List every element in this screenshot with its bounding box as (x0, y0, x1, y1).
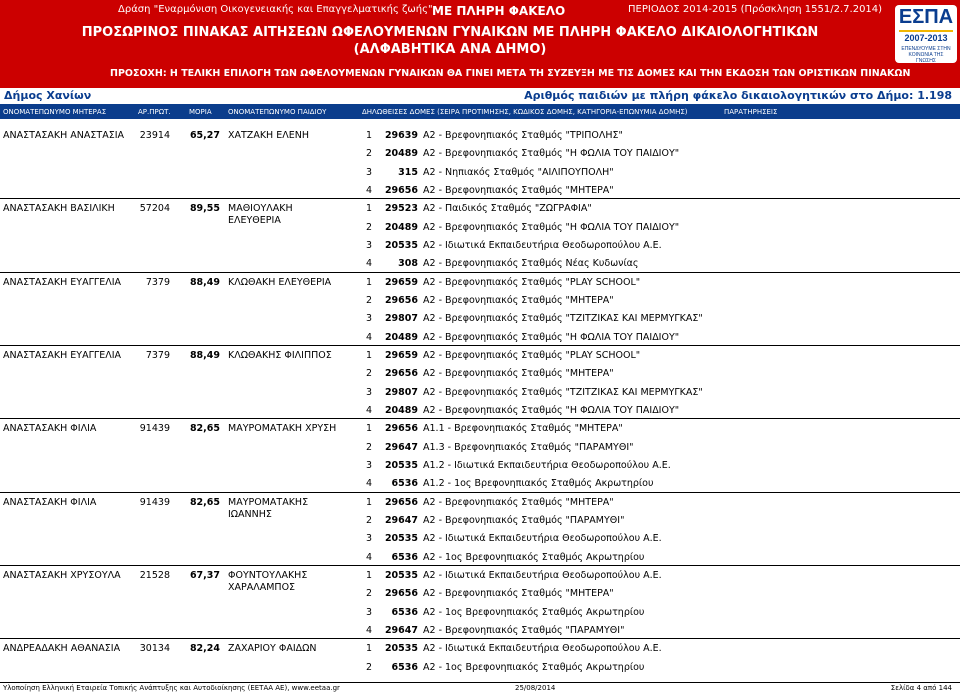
structure-name: Α2 - Βρεφονηπιακός Σταθμός "ΜΗΤΕΡΑ" (423, 294, 614, 306)
score-value: 67,37 (189, 569, 220, 581)
structure-code: 29656 (384, 368, 418, 380)
structure-name: Α2 - 1ος Βρεφονηπιακός Σταθμός Ακρωτηρίου (423, 661, 645, 673)
child-name: ΦΟΥΝΤΟΥΛΑΚΗΣ ΧΑΡΑΛΑΜΠΟΣ (228, 569, 308, 593)
program-label: Δράση "Εναρμόνιση Οικογενειακής και Επαγγελματικής ζωής" (118, 4, 433, 15)
group-divider (0, 492, 960, 493)
structure-name: Α2 - Παιδικός Σταθμός "ΖΩΓΡΑΦΙΑ" (423, 203, 592, 215)
warning-notice: ΠΡΟΣΟΧΗ: Η ΤΕΛΙΚΗ ΕΠΙΛΟΓΗ ΤΩΝ ΩΦΕΛΟΥΜΕΝΩΝ ΓΥΝΑΙΚΩΝ ΘΑ ΓΙΝΕΙ ΜΕΤΑ ΤΗ ΣΥΖΕΥΞΗ ΜΕ ΤΙΣ ΔΟΜΕΣ ΚΑΙ ΤΗΝ ΕΚΔΟΣΗ ΤΩΝ ΟΡΙΣΤΙΚΩΝ ΠΙΝΑΚΩΝ (110, 68, 911, 79)
table-row (0, 604, 960, 622)
child-name: ΜΑΥΡΟΜΑΤΑΚΗΣ ΙΩΑΝΝΗΣ (228, 496, 309, 520)
structure-code: 20489 (384, 221, 418, 233)
column-header-remarks: ΠΑΡΑΤΗΡΗΣΕΙΣ (724, 108, 778, 116)
municipality-bar (0, 88, 960, 104)
structure-name: Α2 - Βρεφονηπιακός Σταθμός "ΠΑΡΑΜΥΘΙ" (423, 624, 625, 636)
group-divider (0, 198, 960, 199)
structure-name: Α2 - Ιδιωτικά Εκπαιδευτήρια Θεοδωροπούλου Α.Ε. (423, 569, 662, 581)
child-name: ΜΑΘΙΟΥΛΑΚΗ ΕΛΕΥΘΕΡΙΑ (228, 203, 293, 227)
group-divider (0, 345, 960, 346)
preference-order: 3 (365, 606, 372, 618)
table-row (0, 274, 960, 292)
protocol-number: 7379 (145, 349, 170, 361)
group-divider (0, 272, 960, 273)
child-name: ΚΛΩΘΑΚΗΣ ΦΙΛΙΠΠΟΣ (228, 349, 332, 361)
preference-order: 1 (365, 569, 372, 581)
score-value: 82,65 (189, 423, 220, 435)
structure-code: 29523 (384, 203, 418, 215)
footer-divider (0, 682, 960, 683)
preference-order: 3 (365, 386, 372, 398)
preference-order: 3 (365, 533, 372, 545)
table-row (0, 457, 960, 475)
document-footer (0, 680, 960, 695)
group-divider (0, 418, 960, 419)
mother-name: ΑΝΑΣΤΑΣΑΚΗ ΑΝΑΣΤΑΣΙΑ (3, 130, 125, 141)
score-value: 89,55 (189, 203, 220, 215)
table-row (0, 640, 960, 658)
mother-name: ΑΝΑΣΤΑΣΑΚΗ ΧΡΥΣΟΥΛΑ (3, 569, 121, 581)
preference-order: 2 (365, 661, 372, 673)
footer-page-number: Σελίδα 4 από 144 (890, 684, 952, 692)
child-name: ΧΑΤΖΑΚΗ ΕΛΕΝΗ (228, 130, 309, 141)
structure-name: Α2 - Ιδιωτικά Εκπαιδευτήρια Θεοδωροπούλου Α.Ε. (423, 533, 662, 545)
table-row (0, 164, 960, 182)
structure-code: 6536 (391, 661, 418, 673)
protocol-number: 21528 (139, 569, 170, 581)
structure-code: 29656 (384, 184, 418, 196)
preference-order: 4 (365, 624, 372, 636)
structure-code: 315 (398, 166, 418, 178)
group-divider (0, 565, 960, 566)
structure-code: 20535 (384, 533, 418, 545)
mother-name: ΑΝΑΣΤΑΣΑΚΗ ΦΙΛΙΑ (3, 496, 97, 508)
preference-order: 2 (365, 368, 372, 380)
structure-name: Α2 - Βρεφονηπιακός Σταθμός "ΜΗΤΕΡΑ" (423, 184, 614, 196)
table-row (0, 439, 960, 457)
table-row (0, 622, 960, 640)
column-header-protocol: ΑΡ.ΠΡΩΤ. (138, 108, 171, 116)
preference-order: 3 (365, 239, 372, 251)
preference-order: 2 (365, 588, 372, 600)
structure-name: Α1.2 - 1ος Βρεφονηπιακός Σταθμός Ακρωτηρίου (423, 478, 654, 490)
preference-order: 4 (365, 258, 372, 270)
structure-name: Α2 - Βρεφονηπιακός Σταθμός "ΤΖΙΤΖΙΚΑΣ ΚΑΙ ΜΕΡΜΥΓΚΑΣ" (423, 313, 703, 325)
structure-name: Α2 - Νηπιακός Σταθμός "ΑΙΛΙΠΟΥΠΟΛΗ" (423, 166, 614, 178)
column-header-bar (0, 104, 960, 119)
structure-code: 6536 (391, 606, 418, 618)
preference-order: 2 (365, 221, 372, 233)
structure-name: Α2 - Βρεφονηπιακός Σταθμός "Η ΦΩΛΙΑ ΤΟΥ ΠΑΙΔΙΟΥ" (423, 148, 680, 160)
table-row (0, 365, 960, 383)
table-row (0, 145, 960, 163)
structure-name: Α1.1 - Βρεφονηπιακός Σταθμός "ΜΗΤΕΡΑ" (423, 423, 623, 435)
table-row (0, 329, 960, 347)
child-name: ΖΑΧΑΡΙΟΥ ΦΑΙΔΩΝ (228, 643, 317, 655)
structure-code: 20489 (384, 148, 418, 160)
score-value: 65,27 (189, 130, 220, 141)
preference-order: 1 (365, 203, 372, 215)
municipality-name: Δήμος Χανίων (4, 89, 92, 102)
structure-name: Α2 - Βρεφονηπιακός Σταθμός "ΠΑΡΑΜΥΘΙ" (423, 514, 625, 526)
document-header (0, 0, 960, 88)
mother-name: ΑΝΑΣΤΑΣΑΚΗ ΕΥΑΓΓΕΛΙΑ (3, 349, 121, 361)
preference-order: 1 (365, 276, 372, 288)
protocol-number: 91439 (139, 496, 170, 508)
mother-name: ΑΝΔΡΕΑΔΑΚΗ ΑΘΑΝΑΣΙΑ (3, 643, 121, 655)
structure-name: Α2 - Βρεφονηπιακός Σταθμός "Η ΦΩΛΙΑ ΤΟΥ ΠΑΙΔΙΟΥ" (423, 331, 680, 343)
table-row (0, 549, 960, 567)
structure-code: 29807 (384, 313, 418, 325)
column-header-structures: ΔΗΛΩΘΕΙΣΕΣ ΔΟΜΕΣ (ΣΕΙΡΑ ΠΡΟΤΙΜΗΣΗΣ, ΚΩΔΙΚΟΣ ΔΟΜΗΣ, ΚΑΤΗΓΟΡΙΑ-ΕΠΩΝΥΜΙΑ ΔΟΜΗΣ) (362, 108, 688, 116)
structure-code: 29656 (384, 294, 418, 306)
protocol-number: 7379 (145, 276, 170, 288)
score-value: 82,24 (189, 643, 220, 655)
column-header-child: ΟΝΟΜΑΤΕΠΩΝΥΜΟ ΠΑΙΔΙΟΥ (228, 108, 327, 116)
structure-name: Α1.2 - Ιδιωτικά Εκπαιδευτήρια Θεοδωροπούλου Α.Ε. (423, 459, 671, 471)
table-row (0, 475, 960, 493)
structure-name: Α1.3 - Βρεφονηπιακός Σταθμός "ΠΑΡΑΜΥΘΙ" (423, 441, 634, 453)
table-row (0, 420, 960, 438)
table-row (0, 585, 960, 603)
structure-name: Α2 - Βρεφονηπιακός Σταθμός "Η ΦΩΛΙΑ ΤΟΥ ΠΑΙΔΙΟΥ" (423, 404, 680, 416)
espa-logo-swoosh (899, 30, 953, 32)
structure-code: 20535 (384, 569, 418, 581)
structure-code: 20535 (384, 239, 418, 251)
document-title-line1: ΠΡΟΣΩΡΙΝΟΣ ΠΙΝΑΚΑΣ ΑΙΤΗΣΕΩΝ ΩΦΕΛΟΥΜΕΝΩΝ ΓΥΝΑΙΚΩΝ ΜΕ ΠΛΗΡΗ ΦΑΚΕΛΟ ΔΙΚΑΙΟΛΟΓΗΤΙΚΩΝ (81, 25, 819, 40)
structure-name: Α2 - Βρεφονηπιακός Σταθμός Νέας Κυδωνίας (423, 258, 639, 270)
preference-order: 2 (365, 148, 372, 160)
structure-name: Α2 - 1ος Βρεφονηπιακός Σταθμός Ακρωτηρίου (423, 606, 645, 618)
structure-name: Α2 - Βρεφονηπιακός Σταθμός "PLAY SCHOOL" (423, 276, 641, 288)
score-value: 88,49 (189, 349, 220, 361)
preference-order: 2 (365, 441, 372, 453)
table-row (0, 219, 960, 237)
structure-code: 29647 (384, 441, 418, 453)
preference-order: 1 (365, 496, 372, 508)
preference-order: 2 (365, 294, 372, 306)
structure-name: Α2 - Βρεφονηπιακός Σταθμός "ΜΗΤΕΡΑ" (423, 496, 614, 508)
protocol-number: 91439 (139, 423, 170, 435)
preference-order: 4 (365, 478, 372, 490)
structure-name: Α2 - Βρεφονηπιακός Σταθμός "Η ΦΩΛΙΑ ΤΟΥ ΠΑΙΔΙΟΥ" (423, 221, 680, 233)
footer-implementer: Υλοποίηση Ελληνική Εταιρεία Τοπικής Ανάπτυξης και Αυτοδιοίκησης (ΕΕΤΑΑ ΑΕ), www.eetaa.gr (3, 684, 340, 692)
structure-code: 29639 (384, 130, 418, 141)
structure-code: 20489 (384, 404, 418, 416)
footer-date: 25/08/2014 (515, 684, 556, 692)
table-row (0, 347, 960, 365)
table-row (0, 530, 960, 548)
preference-order: 4 (365, 184, 372, 196)
preference-order: 1 (365, 643, 372, 655)
table-row (0, 182, 960, 200)
structure-code: 29656 (384, 496, 418, 508)
structure-code: 20535 (384, 643, 418, 655)
mother-name: ΑΝΑΣΤΑΣΑΚΗ ΒΑΣΙΛΙΚΗ (3, 203, 115, 215)
group-divider (0, 638, 960, 639)
preference-order: 3 (365, 313, 372, 325)
protocol-number: 57204 (139, 203, 170, 215)
period-label: ΠΕΡΙΟΔΟΣ 2014-2015 (Πρόσκληση 1551/2.7.2014) (628, 4, 883, 15)
structure-code: 6536 (391, 478, 418, 490)
structure-name: Α2 - Βρεφονηπιακός Σταθμός "ΜΗΤΕΡΑ" (423, 368, 614, 380)
table-row (0, 567, 960, 593)
preference-order: 4 (365, 331, 372, 343)
preference-order: 2 (365, 514, 372, 526)
table-row (0, 127, 960, 145)
document-title (0, 24, 900, 58)
preference-order: 3 (365, 459, 372, 471)
structure-name: Α2 - Βρεφονηπιακός Σταθμός "PLAY SCHOOL" (423, 349, 641, 361)
mother-name: ΑΝΑΣΤΑΣΑΚΗ ΕΥΑΓΓΕΛΙΑ (3, 276, 121, 288)
preference-order: 1 (365, 349, 372, 361)
structure-name: Α2 - Ιδιωτικά Εκπαιδευτήρια Θεοδωροπούλου Α.Ε. (423, 643, 662, 655)
score-value: 82,65 (189, 496, 220, 508)
preference-order: 4 (365, 551, 372, 563)
preference-order: 4 (365, 404, 372, 416)
structure-code: 29656 (384, 423, 418, 435)
preference-order: 1 (365, 423, 372, 435)
table-row (0, 512, 960, 530)
table-row (0, 237, 960, 255)
children-count-label: Αριθμός παιδιών με πλήρη φάκελο δικαιολογητικών στο Δήμο: 1.198 (524, 89, 952, 102)
full-file-label: ΜΕ ΠΛΗΡΗ ΦΑΚΕΛΟ (432, 4, 566, 18)
document-title-line2: (ΑΛΦΑΒΗΤΙΚΑ ΑΝΑ ΔΗΜΟ) (353, 42, 547, 57)
structure-code: 29656 (384, 588, 418, 600)
protocol-number: 30134 (139, 643, 170, 655)
table-row (0, 292, 960, 310)
structure-code: 29659 (384, 276, 418, 288)
table-row (0, 402, 960, 420)
child-name: ΜΑΥΡΟΜΑΤΑΚΗ ΧΡΥΣΗ (228, 423, 337, 435)
structure-code: 6536 (391, 551, 418, 563)
espa-logo-tagline: ΕΠΕΝΔΥΟΥΜΕ ΣΤΗΝ ΚΟΙΝΩΝΙΑ ΤΗΣ ΓΝΩΣΗΣ (901, 46, 951, 64)
structure-name: Α2 - Βρεφονηπιακός Σταθμός "ΤΖΙΤΖΙΚΑΣ ΚΑΙ ΜΕΡΜΥΓΚΑΣ" (423, 386, 703, 398)
structure-name: Α2 - Ιδιωτικά Εκπαιδευτήρια Θεοδωροπούλου Α.Ε. (423, 239, 662, 251)
structure-code: 308 (398, 258, 418, 270)
score-value: 88,49 (189, 276, 220, 288)
espa-logo-years: 2007-2013 (904, 33, 948, 43)
structure-code: 20535 (384, 459, 418, 471)
structure-code: 20489 (384, 331, 418, 343)
table-row (0, 384, 960, 402)
structure-code: 29807 (384, 386, 418, 398)
mother-name: ΑΝΑΣΤΑΣΑΚΗ ΦΙΛΙΑ (3, 423, 97, 435)
table-row (0, 255, 960, 273)
structure-code: 29647 (384, 624, 418, 636)
structure-name: Α2 - 1ος Βρεφονηπιακός Σταθμός Ακρωτηρίου (423, 551, 645, 563)
espa-logo (895, 5, 957, 63)
preference-order: 3 (365, 166, 372, 178)
structure-code: 29659 (384, 349, 418, 361)
structure-code: 29647 (384, 514, 418, 526)
espa-logo-title: ΕΣΠΑ (898, 6, 954, 28)
protocol-number: 23914 (139, 130, 170, 141)
column-header-mother: ΟΝΟΜΑΤΕΠΩΝΥΜΟ ΜΗΤΕΡΑΣ (3, 108, 107, 116)
child-name: ΚΛΩΘΑΚΗ ΕΛΕΥΘΕΡΙΑ (228, 276, 332, 288)
structure-name: Α2 - Βρεφονηπιακός Σταθμός "ΜΗΤΕΡΑ" (423, 588, 614, 600)
table-row (0, 659, 960, 677)
table-row (0, 310, 960, 328)
column-header-score: ΜΟΡΙΑ (189, 108, 212, 116)
preference-order: 1 (365, 130, 372, 141)
structure-name: Α2 - Βρεφονηπιακός Σταθμός "ΤΡΙΠΟΛΗΣ" (423, 130, 623, 141)
